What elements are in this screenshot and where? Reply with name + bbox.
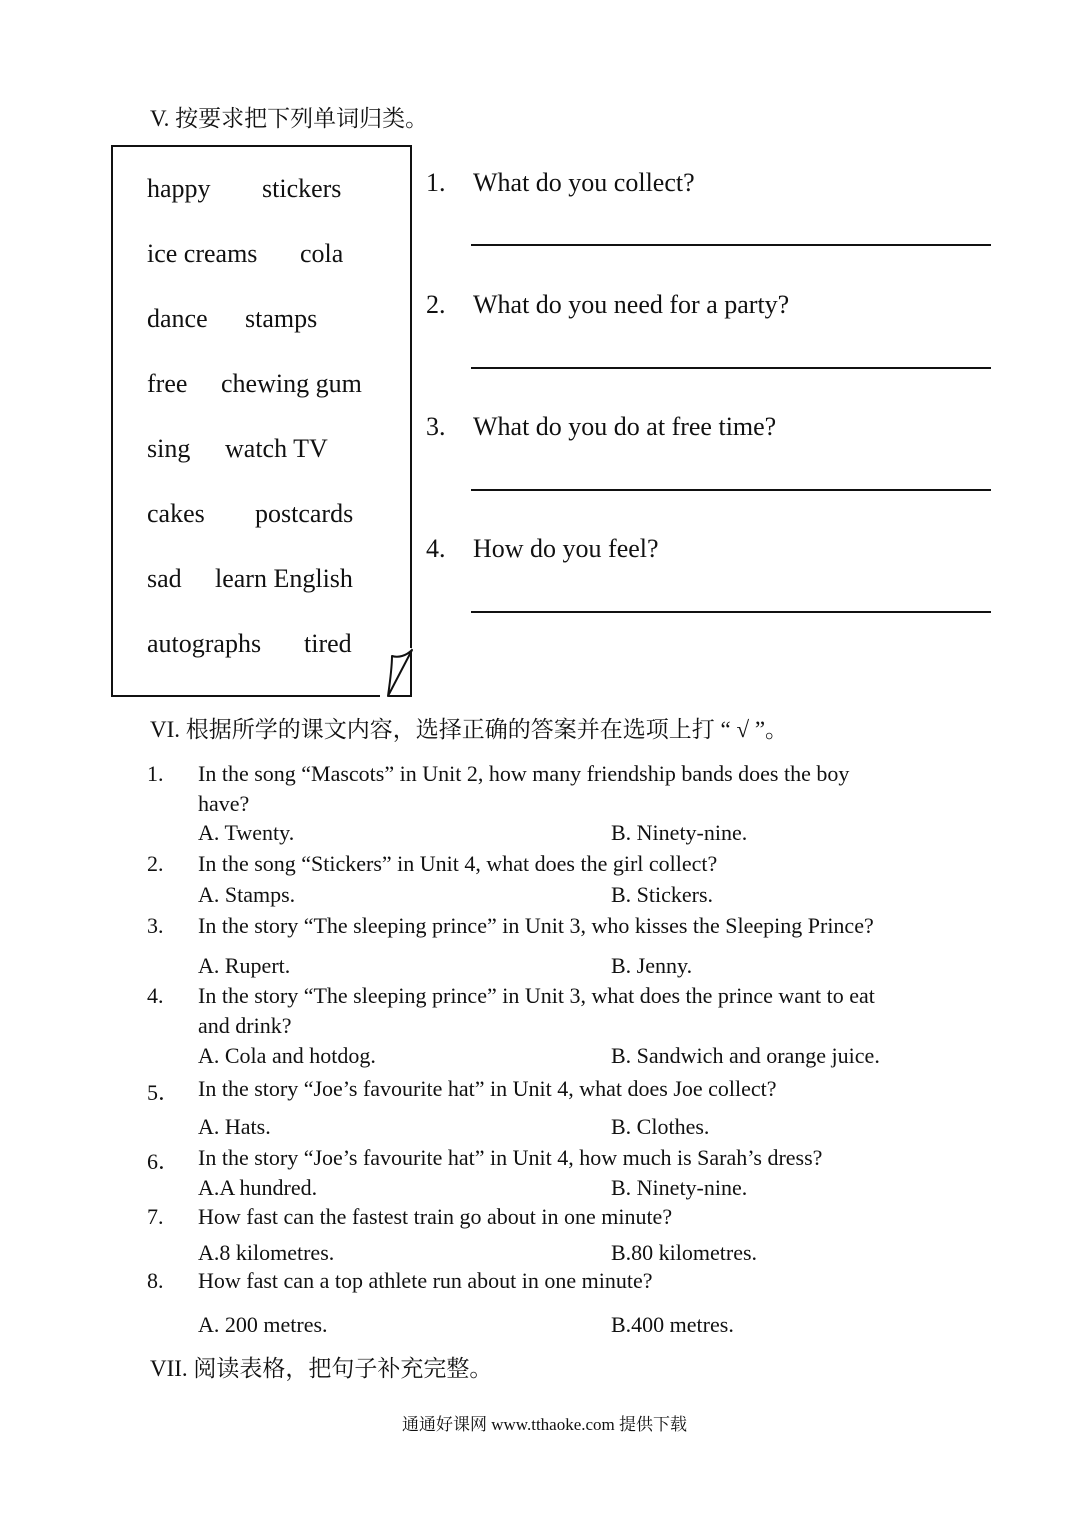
item-1-question-line-1: In the song “Mascots” in Unit 2, how many friendship bands does the boy [198, 761, 850, 786]
item-5-number: 5． [147, 1080, 181, 1105]
question-1-number: 1. [426, 168, 446, 197]
item-1-option-a[interactable]: A. Twenty. [198, 820, 295, 845]
item-7-question: How fast can the fastest train go about in one minute? [198, 1204, 673, 1229]
question-3-number: 3. [426, 412, 446, 441]
item-4-option-a[interactable]: A. Cola and hotdog. [198, 1043, 376, 1068]
item-7-option-b[interactable]: B.80 kilometres. [611, 1240, 758, 1265]
question-2-number: 2. [426, 290, 446, 319]
question-4-text: How do you feel? [473, 534, 659, 563]
item-8-number: 8. [147, 1268, 164, 1293]
item-7-number: 7. [147, 1204, 164, 1229]
answer-line-1 [471, 244, 991, 246]
item-2-option-b[interactable]: B. Stickers. [611, 882, 714, 907]
word-cola: cola [300, 239, 344, 268]
word-autographs: autographs [147, 629, 262, 658]
item-1-option-b[interactable]: B. Ninety-nine. [611, 820, 748, 845]
question-1-text: What do you collect? [473, 168, 695, 197]
item-8-option-a[interactable]: A. 200 metres. [198, 1312, 328, 1337]
word-box [111, 145, 412, 697]
question-3-text: What do you do at free time? [473, 412, 777, 441]
word-stamps: stamps [245, 304, 318, 333]
word-watch-tv: watch TV [225, 434, 328, 463]
item-6-number: 6． [147, 1149, 181, 1174]
word-cakes: cakes [147, 499, 205, 528]
item-6-option-a[interactable]: A.A hundred. [198, 1175, 318, 1200]
item-3-number: 3. [147, 913, 164, 938]
section-6-heading: VI. 根据所学的课文内容，选择正确的答案并在选项上打 “ √ ”。 [150, 717, 789, 742]
answer-line-3 [471, 489, 991, 491]
item-5-question: In the story “Joe’s favourite hat” in Unit 4, what does Joe collect? [198, 1076, 777, 1101]
item-1-question-line-2: have? [198, 791, 250, 816]
item-4-question-line-1: In the story “The sleeping prince” in Unit 3, what does the prince want to eat [198, 983, 875, 1008]
word-ice-creams: ice creams [147, 239, 258, 268]
word-stickers: stickers [262, 174, 342, 203]
item-7-option-a[interactable]: A.8 kilometres. [198, 1240, 335, 1265]
item-4-question-line-2: and drink? [198, 1013, 292, 1038]
item-6-question: In the story “Joe’s favourite hat” in Unit 4, how much is Sarah’s dress? [198, 1145, 823, 1170]
word-chewing-gum: chewing gum [221, 369, 362, 398]
answer-line-4 [471, 611, 991, 613]
item-4-number: 4. [147, 983, 164, 1008]
item-3-question: In the story “The sleeping prince” in Unit 3, who kisses the Sleeping Prince? [198, 913, 874, 938]
footer-text: 通通好课网 www.tthaoke.com 提供下载 [402, 1415, 688, 1434]
word-free: free [147, 369, 188, 398]
word-postcards: postcards [255, 499, 354, 528]
item-3-option-b[interactable]: B. Jenny. [611, 953, 693, 978]
word-tired: tired [304, 629, 352, 658]
item-2-question: In the song “Stickers” in Unit 4, what does the girl collect? [198, 851, 718, 876]
item-6-option-b[interactable]: B. Ninety-nine. [611, 1175, 748, 1200]
item-3-option-a[interactable]: A. Rupert. [198, 953, 291, 978]
word-learn-english: learn English [215, 564, 353, 593]
answer-line-2 [471, 367, 991, 369]
section-7-heading: VII. 阅读表格，把句子补充完整。 [150, 1356, 493, 1381]
word-sing: sing [147, 434, 191, 463]
question-2-text: What do you need for a party? [473, 290, 790, 319]
item-5-option-b[interactable]: B. Clothes. [611, 1114, 710, 1139]
item-2-option-a[interactable]: A. Stamps. [198, 882, 296, 907]
word-dance: dance [147, 304, 208, 333]
item-4-option-b[interactable]: B. Sandwich and orange juice. [611, 1043, 880, 1068]
item-1-number: 1. [147, 761, 164, 786]
section-5-heading: V. 按要求把下列单词归类。 [150, 106, 429, 131]
word-happy: happy [147, 174, 211, 203]
question-4-number: 4. [426, 534, 446, 563]
item-2-number: 2. [147, 851, 164, 876]
item-8-question: How fast can a top athlete run about in one minute? [198, 1268, 653, 1293]
item-8-option-b[interactable]: B.400 metres. [611, 1312, 734, 1337]
word-sad: sad [147, 564, 182, 593]
item-5-option-a[interactable]: A. Hats. [198, 1114, 271, 1139]
page-curl-icon [380, 648, 414, 698]
